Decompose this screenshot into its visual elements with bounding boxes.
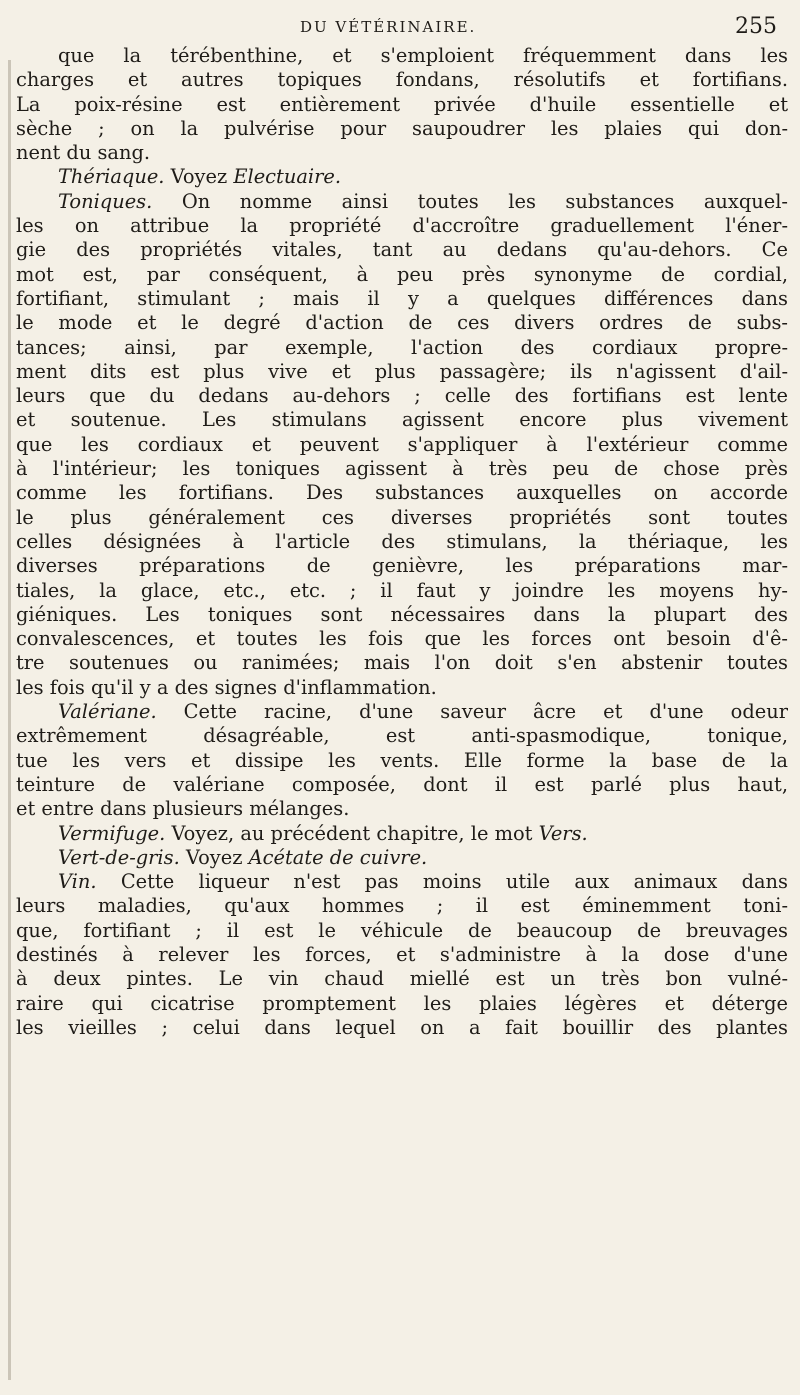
line-text: et entre dans plusieurs mélanges. xyxy=(16,797,350,821)
entry-term: Valériane. xyxy=(58,700,157,724)
text-line xyxy=(16,44,788,68)
text-line xyxy=(16,141,788,165)
line-text: Voyez, au précédent chapitre, le mot xyxy=(165,821,539,845)
text-line xyxy=(16,238,788,262)
line-text: les on attribue la propriété d'accroître graduellement l'éner- xyxy=(16,214,788,238)
line-text: les vieilles ; celui dans lequel on a fait bouillir des plantes xyxy=(16,1015,788,1039)
text-line xyxy=(16,700,788,724)
text-line xyxy=(16,603,788,627)
line-text: comme les fortifians. Des substances auxquelles on accorde xyxy=(16,481,788,505)
text-line xyxy=(16,311,788,335)
line-text: leurs maladies, qu'aux hommes ; il est éminemment toni- xyxy=(16,894,788,918)
entry-term: Thériaque. xyxy=(58,165,165,189)
text-line xyxy=(16,870,788,894)
text-line xyxy=(16,797,788,821)
text-line xyxy=(16,481,788,505)
text-line xyxy=(16,579,788,603)
line-text: nent du sang. xyxy=(16,141,151,165)
text-line xyxy=(16,943,788,967)
text-line xyxy=(16,457,788,481)
text-line xyxy=(16,651,788,675)
text-line xyxy=(16,822,788,846)
line-text: Voyez xyxy=(179,845,249,869)
line-text: leurs que du dedans au-dehors ; celle des fortifians est lente xyxy=(16,384,788,408)
line-text: raire qui cicatrise promptement les plaies légères et déterge xyxy=(16,991,788,1015)
text-line xyxy=(16,749,788,773)
line-text: le plus généralement ces diverses propriétés sont toutes xyxy=(16,505,788,529)
line-text: à deux pintes. Le vin chaud miellé est un très bon vulné- xyxy=(16,967,788,991)
binding-gutter xyxy=(8,60,11,1380)
text-line xyxy=(16,93,788,117)
line-text: destinés à relever les forces, et s'administre à la dose d'une xyxy=(16,942,788,966)
text-line xyxy=(16,408,788,432)
text-line xyxy=(16,214,788,238)
line-text: diverses préparations de genièvre, les préparations mar- xyxy=(16,554,788,578)
text-line xyxy=(16,506,788,530)
text-line xyxy=(16,894,788,918)
line-text: Cette liqueur n'est pas moins utile aux animaux dans xyxy=(96,870,788,894)
text-line xyxy=(16,676,788,700)
entry-term: Vermifuge. xyxy=(58,821,166,845)
text-line xyxy=(16,263,788,287)
text-line xyxy=(16,68,788,92)
entry-term: Vin. xyxy=(58,870,97,894)
line-text: La poix-résine est entièrement privée d'huile essentielle et xyxy=(16,92,788,116)
text-line xyxy=(16,117,788,141)
line-text: sèche ; on la pulvérise pour saupoudrer les plaies qui don- xyxy=(16,116,788,140)
cross-reference: Vers. xyxy=(538,821,588,845)
line-text: fortifiant, stimulant ; mais il y a quelques différences dans xyxy=(16,286,788,310)
body-text xyxy=(16,44,788,1040)
text-line xyxy=(16,919,788,943)
text-line xyxy=(16,287,788,311)
text-line xyxy=(16,773,788,797)
line-text: ment dits est plus vive et plus passagère; ils n'agissent d'ail- xyxy=(16,359,788,383)
line-text: On nomme ainsi toutes les substances auxquel- xyxy=(152,189,788,213)
text-line xyxy=(16,627,788,651)
line-text: Cette racine, d'une saveur âcre et d'une odeur xyxy=(156,700,788,724)
line-text: tances; ainsi, par exemple, l'action des cordiaux propre- xyxy=(16,335,788,359)
running-title: DU VÉTÉRINAIRE. xyxy=(300,18,477,36)
line-text: et soutenue. Les stimulans agissent encore plus vivement xyxy=(16,408,788,432)
cross-reference: Acétate de cuivre. xyxy=(248,845,428,869)
entry-term: Toniques. xyxy=(58,189,153,213)
line-text: mot est, par conséquent, à peu près synonyme de cordial, xyxy=(16,262,788,286)
text-line xyxy=(16,433,788,457)
line-text: les fois qu'il y a des signes d'inflammation. xyxy=(16,675,437,699)
text-line xyxy=(16,190,788,214)
line-text: celles désignées à l'article des stimulans, la thériaque, les xyxy=(16,529,788,553)
line-text: le mode et le degré d'action de ces divers ordres de subs- xyxy=(16,311,788,335)
line-text: tre soutenues ou ranimées; mais l'on doit s'en abstenir toutes xyxy=(16,651,788,675)
line-text: que la térébenthine, et s'emploient fréquemment dans les xyxy=(58,44,788,67)
line-text: tue les vers et dissipe les vents. Elle forme la base de la xyxy=(16,748,788,772)
text-line xyxy=(16,724,788,748)
text-line xyxy=(16,554,788,578)
running-header xyxy=(0,8,800,38)
line-text: gie des propriétés vitales, tant au dedans qu'au-dehors. Ce xyxy=(16,238,788,262)
text-line xyxy=(16,992,788,1016)
text-line xyxy=(16,384,788,408)
cross-reference: Electuaire. xyxy=(233,165,341,189)
text-line xyxy=(16,336,788,360)
line-text: teinture de valériane composée, dont il est parlé plus haut, xyxy=(16,772,788,796)
text-line xyxy=(16,530,788,554)
line-text: que, fortifiant ; il est le véhicule de beaucoup de breuvages xyxy=(16,918,788,942)
line-text: Voyez xyxy=(164,165,234,189)
line-text: que les cordiaux et peuvent s'appliquer à l'extérieur comme xyxy=(16,432,788,456)
line-text: charges et autres topiques fondans, résolutifs et fortifians. xyxy=(16,68,788,92)
line-text: giéniques. Les toniques sont nécessaires dans la plupart des xyxy=(16,602,788,626)
line-text: convalescences, et toutes les fois que les forces ont besoin d'ê- xyxy=(16,627,788,651)
line-text: extrêmement désagréable, est anti-spasmodique, tonique, xyxy=(16,724,788,748)
line-text: à l'intérieur; les toniques agissent à très peu de chose près xyxy=(16,457,788,481)
text-line xyxy=(16,360,788,384)
text-line xyxy=(16,846,788,870)
text-line xyxy=(16,967,788,991)
entry-term: Vert-de-gris. xyxy=(58,845,180,869)
page-number: 255 xyxy=(735,14,777,39)
line-text: tiales, la glace, etc., etc. ; il faut y joindre les moyens hy- xyxy=(16,578,788,602)
text-line xyxy=(16,165,788,189)
text-line xyxy=(16,1016,788,1040)
